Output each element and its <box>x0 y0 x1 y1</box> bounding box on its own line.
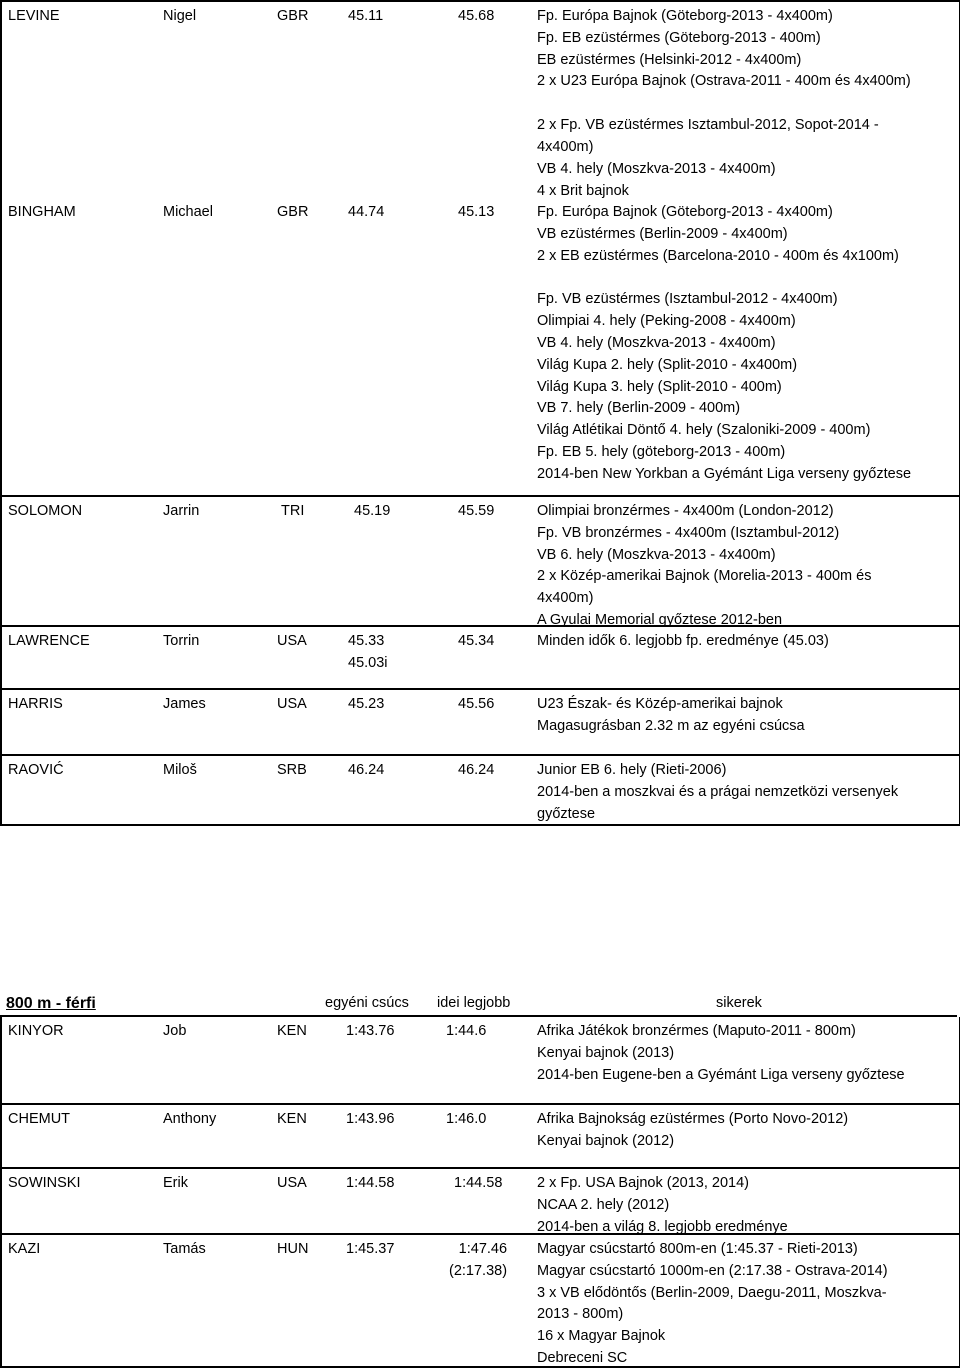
achievement: Fp. Európa Bajnok (Göteborg-2013 - 4x400m) <box>537 8 833 24</box>
athlete-personal-best: 44.74 <box>348 204 385 220</box>
achievement: Fp. EB 5. hely (göteborg-2013 - 400m) <box>537 443 786 460</box>
athlete-season-best: 45.34 <box>458 633 495 649</box>
achievement: 16 x Magyar Bajnok <box>537 1328 666 1345</box>
athlete-season-best <box>449 1239 507 1283</box>
athlete-first-name: Jarrin <box>163 503 200 519</box>
athlete-row <box>0 625 960 690</box>
achievement: Debreceni SC <box>537 1349 628 1366</box>
athlete-achievements <box>537 202 911 486</box>
athlete-last-name: SOWINSKI <box>8 1175 81 1191</box>
athlete-last-name: LAWRENCE <box>8 633 90 649</box>
athlete-achievements <box>537 6 911 202</box>
section-header-800m <box>0 993 957 1017</box>
achievement: 2013 - 800m) <box>537 1306 624 1323</box>
achievement: Magyar csúcstartó 800m-en (1:45.37 - Rieti-2013) <box>537 1241 858 1257</box>
athlete-nationality: GBR <box>277 8 309 24</box>
athlete-personal-best: 1:44.58 <box>346 1175 395 1191</box>
athlete-row <box>0 688 960 756</box>
athlete-first-name: Erik <box>163 1175 188 1191</box>
achievement: Világ Kupa 3. hely (Split-2010 - 400m) <box>537 378 782 395</box>
athlete-season-best: 1:44.6 <box>446 1023 487 1039</box>
athlete-nationality: KEN <box>277 1111 307 1127</box>
athlete-season-best-value: 1:47.46 <box>458 1241 508 1257</box>
achievement: Fp. Európa Bajnok (Göteborg-2013 - 4x400m) <box>537 204 833 220</box>
athlete-row <box>0 198 960 495</box>
athlete-achievements <box>537 694 805 738</box>
column-header-personal-best: egyéni csúcs <box>325 995 409 1011</box>
column-header-season-best: idei legjobb <box>437 995 511 1011</box>
athlete-achievements <box>537 1021 905 1086</box>
athlete-nationality: TRI <box>281 503 305 519</box>
athlete-personal-best: 45.19 <box>354 503 391 519</box>
achievement: Afrika Játékok bronzérmes (Maputo-2011 - 800m) <box>537 1023 856 1039</box>
achievement: A Gyulai Memorial győztese 2012-ben <box>537 611 783 628</box>
achievement: 2 x EB ezüstérmes (Barcelona-2010 - 400m és 4x100m) <box>537 247 899 264</box>
achievement: 2014-ben a világ 8. legjobb eredménye <box>537 1218 788 1235</box>
athlete-personal-best <box>348 631 388 675</box>
achievement: Világ Atlétikai Döntő 4. hely (Szaloniki-2009 - 400m) <box>537 422 871 439</box>
athlete-first-name: Torrin <box>163 633 200 649</box>
athlete-nationality: HUN <box>277 1241 309 1257</box>
achievement: 2014-ben New Yorkban a Gyémánt Liga verseny győztese <box>537 465 912 482</box>
athlete-last-name: CHEMUT <box>8 1111 71 1127</box>
athlete-first-name: Miloš <box>163 762 197 778</box>
athlete-nationality: KEN <box>277 1023 307 1039</box>
achievement: Junior EB 6. hely (Rieti-2006) <box>537 762 727 778</box>
achievement: 4x400m) <box>537 590 594 607</box>
athlete-season-best: 45.68 <box>458 8 495 24</box>
athlete-last-name: BINGHAM <box>8 204 76 220</box>
achievement: Fp. EB ezüstérmes (Göteborg-2013 - 400m) <box>537 29 821 46</box>
athlete-achievements <box>537 1239 888 1370</box>
achievement: 2 x Közép-amerikai Bajnok (Morelia-2013 - 400m és <box>537 568 872 585</box>
athlete-first-name: James <box>163 696 206 712</box>
column-header-achievements: sikerek <box>716 995 762 1011</box>
athlete-season-best: 46.24 <box>458 762 495 778</box>
athlete-personal-best-indoor: 45.03i <box>348 654 388 671</box>
achievement: VB 6. hely (Moszkva-2013 - 4x400m) <box>537 546 776 563</box>
achievement: Olimpiai 4. hely (Peking-2008 - 4x400m) <box>537 313 796 330</box>
achievement: Kenyai bajnok (2013) <box>537 1044 675 1061</box>
athlete-row <box>0 1017 960 1103</box>
athlete-nationality: GBR <box>277 204 309 220</box>
achievement: 3 x VB elődöntős (Berlin-2009, Daegu-2011, Moszkva- <box>537 1284 887 1301</box>
achievement: VB 4. hely (Moszkva-2013 - 4x400m) <box>537 160 776 177</box>
athlete-season-best: 45.13 <box>458 204 495 220</box>
achievement: Kenyai bajnok (2012) <box>537 1132 675 1149</box>
athlete-personal-best: 1:43.76 <box>346 1023 395 1039</box>
achievement: NCAA 2. hely (2012) <box>537 1196 670 1213</box>
athlete-achievements <box>537 760 898 825</box>
achievement: 2 x Fp. VB ezüstérmes Isztambul-2012, Sopot-2014 - <box>537 117 879 134</box>
achievement: Világ Kupa 2. hely (Split-2010 - 4x400m) <box>537 356 798 373</box>
achievement: EB ezüstérmes (Helsinki-2012 - 4x400m) <box>537 51 802 68</box>
athlete-nationality: USA <box>277 633 307 649</box>
athlete-achievements <box>537 1109 848 1153</box>
athlete-last-name: KINYOR <box>8 1023 64 1039</box>
achievement: Magyar csúcstartó 1000m-en (2:17.38 - Ostrava-2014) <box>537 1262 888 1279</box>
achievement: Minden idők 6. legjobb fp. eredménye (45.03) <box>537 633 829 649</box>
athlete-row <box>0 495 960 627</box>
athlete-last-name: RAOVIĆ <box>8 762 64 778</box>
achievement: VB ezüstérmes (Berlin-2009 - 4x400m) <box>537 225 788 242</box>
athlete-season-best-secondary: (2:17.38) <box>449 1262 508 1279</box>
achievement: Olimpiai bronzérmes - 4x400m (London-2012) <box>537 503 834 519</box>
athlete-row <box>0 0 960 200</box>
achievement: Fp. VB bronzérmes - 4x400m (Isztambul-2012) <box>537 524 840 541</box>
athlete-first-name: Michael <box>163 204 213 220</box>
achievement: 2014-ben a moszkvai és a prágai nemzetközi versenyek <box>537 783 899 800</box>
athlete-achievements <box>537 631 829 653</box>
athlete-personal-best: 46.24 <box>348 762 385 778</box>
athlete-first-name: Tamás <box>163 1241 206 1257</box>
athlete-season-best: 45.59 <box>458 503 495 519</box>
achievement: 4x400m) <box>537 138 594 155</box>
athlete-personal-best: 45.11 <box>348 8 384 24</box>
achievement: VB 7. hely (Berlin-2009 - 400m) <box>537 400 741 417</box>
achievement: győztese <box>537 805 596 822</box>
athlete-first-name: Anthony <box>163 1111 217 1127</box>
athlete-season-best: 45.56 <box>458 696 495 712</box>
athlete-personal-best: 1:43.96 <box>346 1111 395 1127</box>
athlete-personal-best: 45.23 <box>348 696 385 712</box>
athlete-nationality: USA <box>277 696 307 712</box>
athlete-nationality: USA <box>277 1175 307 1191</box>
achievement: Magasugrásban 2.32 m az egyéni csúcsa <box>537 717 805 734</box>
athlete-season-best: 1:44.58 <box>454 1175 503 1191</box>
athlete-achievements <box>537 501 871 632</box>
achievement: 2014-ben Eugene-ben a Gyémánt Liga verseny győztese <box>537 1066 905 1083</box>
achievement: U23 Észak- és Közép-amerikai bajnok <box>537 696 783 712</box>
athlete-achievements <box>537 1173 788 1238</box>
athlete-nationality: SRB <box>277 762 307 778</box>
section-title: 800 m - férfi <box>6 995 96 1012</box>
achievement: VB 4. hely (Moszkva-2013 - 4x400m) <box>537 334 776 351</box>
athlete-last-name: SOLOMON <box>8 503 83 519</box>
achievement: 2 x Fp. USA Bajnok (2013, 2014) <box>537 1175 749 1191</box>
athlete-row <box>0 1233 960 1368</box>
athlete-personal-best: 1:45.37 <box>346 1241 395 1257</box>
athlete-first-name: Job <box>163 1023 187 1039</box>
athlete-last-name: HARRIS <box>8 696 63 712</box>
athlete-row <box>0 1103 960 1169</box>
athlete-personal-best-value: 45.33 <box>348 633 385 649</box>
athlete-first-name: Nigel <box>163 8 197 24</box>
athlete-last-name: LEVINE <box>8 8 60 24</box>
athlete-last-name: KAZI <box>8 1241 41 1257</box>
achievement: Afrika Bajnokság ezüstérmes (Porto Novo-2012) <box>537 1111 849 1127</box>
achievement: 4 x Brit bajnok <box>537 182 629 199</box>
achievement: 2 x U23 Európa Bajnok (Ostrava-2011 - 400m és 4x400m) <box>537 73 911 90</box>
athlete-row <box>0 754 960 826</box>
achievement: Fp. VB ezüstérmes (Isztambul-2012 - 4x400m) <box>537 291 838 308</box>
athlete-season-best: 1:46.0 <box>446 1111 487 1127</box>
athlete-row <box>0 1167 960 1235</box>
